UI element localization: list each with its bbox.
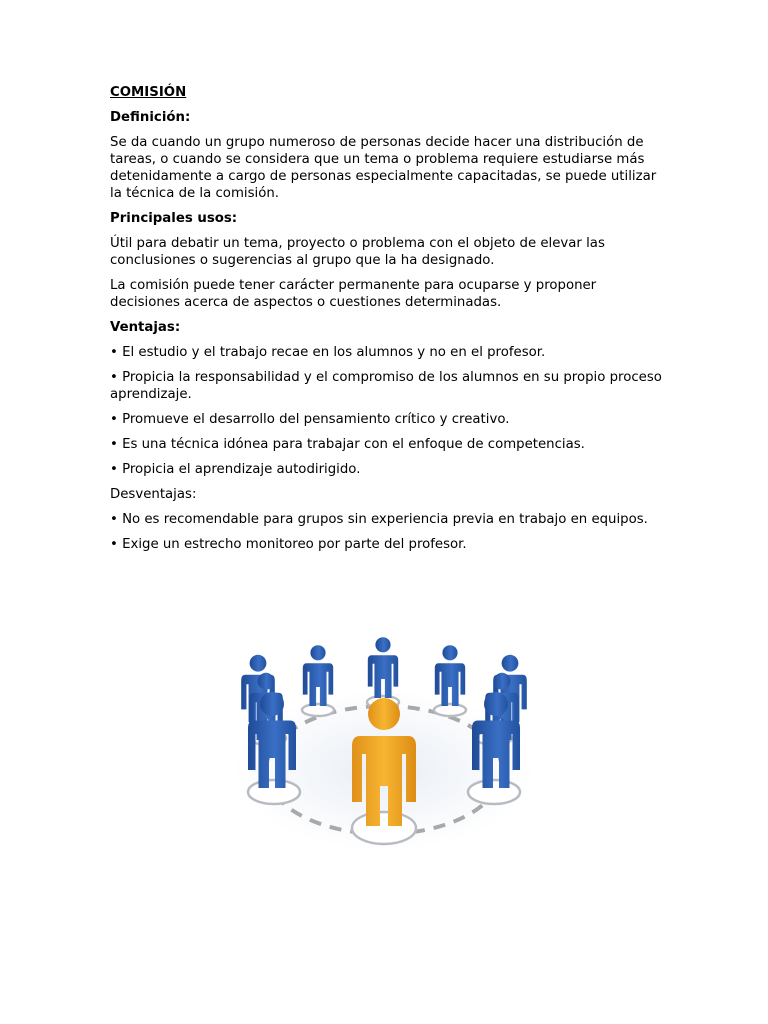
desventajas-item: • Exige un estrecho monitoreo por parte del profesor. — [110, 537, 467, 552]
usos-paragraph: La comisión puede tener carácter permanente para ocuparse y proponer decisiones acerca de aspectos o cuestiones determinadas. — [110, 278, 597, 310]
ventajas-item: • Propicia el aprendizaje autodirigido. — [110, 462, 361, 477]
team-circle-icon — [228, 628, 540, 876]
ventajas-item: • El estudio y el trabajo recae en los alumnos y no en el profesor. — [110, 345, 546, 360]
team-circle-illustration — [228, 628, 540, 876]
usos-paragraph: Útil para debatir un tema, proyecto o problema con el objeto de elevar las conclusiones o sugerencias al grupo que la ha designado. — [110, 236, 605, 268]
definicion-text: Se da cuando un grupo numeroso de personas decide hacer una distribución de tareas, o cuando se considera que un tema o problema requiere estudiarse más detenidamente a cargo de personas especialmente capacitadas, se puede utilizar la técnica de la comisión. — [110, 135, 657, 201]
ventajas-item: • Propicia la responsabilidad y el compromiso de los alumnos en su propio proceso aprendizaje. — [110, 370, 662, 402]
document-body — [110, 84, 670, 561]
ventajas-item: • Promueve el desarrollo del pensamiento crítico y creativo. — [110, 412, 510, 427]
document-title: COMISIÓN — [110, 85, 187, 100]
definicion-heading: Definición: — [110, 110, 191, 125]
desventajas-item: • No es recomendable para grupos sin experiencia previa en trabajo en equipos. — [110, 512, 648, 527]
ventajas-heading: Ventajas: — [110, 320, 181, 335]
ventajas-item: • Es una técnica idónea para trabajar con el enfoque de competencias. — [110, 437, 585, 452]
usos-heading: Principales usos: — [110, 211, 238, 226]
desventajas-heading: Desventajas: — [110, 487, 197, 502]
